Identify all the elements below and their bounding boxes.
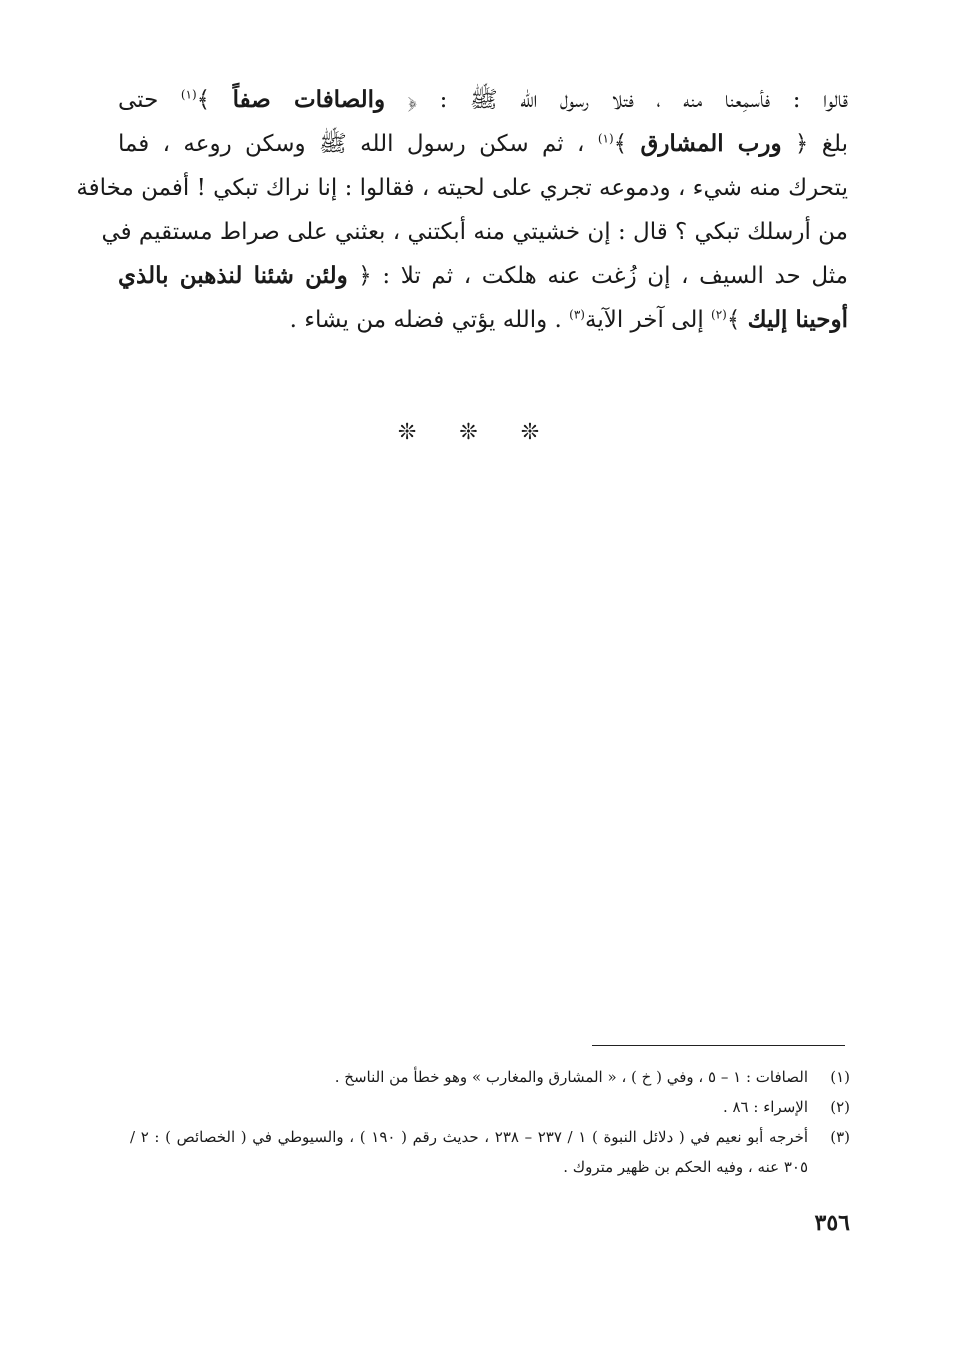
footnote-number: (٣) [830,1128,850,1146]
footnote-number: (١) [830,1068,850,1086]
footnote-text: الإسراء : ٨٦ . [722,1098,808,1116]
text-segment: يتحرك منه شيء ، ودموعه تجري على لحيته ، فقالوا : إنا نراك تبكي ! أفمن مخافة [76,175,848,201]
footnote [130,1122,850,1182]
footnote-number: (٢) [830,1098,850,1116]
text-segment: حتى [118,87,181,113]
text-line [118,78,848,122]
footnote-reference: (١) [180,87,197,102]
footnote-rule [592,1045,845,1046]
text-segment: من أرسلك تبكي ؟ قال : إن خشيتي منه أبكتني ، بعثني على صراط مستقيم في [101,219,848,245]
text-segment: . والله يؤتي فضله من يشاء . [289,307,570,333]
main-text-block [76,78,849,342]
quran-quote: أوحينا إليك [747,306,848,333]
text-line [101,210,848,254]
text-segment: ﴾ [726,307,748,333]
section-separator: ❊ ❊ ❊ [397,420,558,445]
quran-quote: والصافات صفاً [232,86,386,113]
text-segment: ، ثم سكن رسول الله ﷺ وسكن روعه ، فما [118,131,598,157]
quran-quote: ولئن شئنا لنذهبن بالذي [118,262,348,289]
footnotes-block [130,1062,850,1182]
text-line [118,122,848,166]
text-line [118,298,848,342]
page-number: ٣٥٦ [814,1210,850,1236]
text-segment: بلغ ﴿ [781,131,848,157]
text-line [118,254,848,298]
text-segment: مثل حد السيف ، إن زُغت عنه هلكت ، ثم تلا : ﴿ [347,263,849,289]
footnote [130,1092,850,1122]
quran-quote: ورب المشارق [640,130,782,157]
footnote [130,1062,850,1092]
text-line [76,166,848,210]
footnote-text: الصافات : ١ – ٥ ، وفي ( خ ) ، « المشارق والمغارب » وهو خطأ من الناسخ . [334,1068,808,1086]
footnote-text: أخرجه أبو نعيم في ( دلائل النبوة ) ١ / ٢٣٧ – ٢٣٨ ، حديث رقم ( ١٩٠ ) ، والسيوطي في ( الخصائص ) : ٢ / ٣٠٥ عنه ، وفيه الحكم بن ظهير متروك . [130,1128,809,1176]
text-segment: قالوا : فأسمِعنا منه ، فتلا رسول الله ﷺ : ﴿ [385,87,849,113]
footnote-reference: (٢) [711,307,727,322]
footnote-reference: (٣) [569,307,585,322]
text-segment: ﴾ [613,131,641,157]
text-segment: ﴾ [196,87,233,113]
footnote-reference: (١) [597,131,614,146]
text-segment: إلى آخر الآية [584,307,712,333]
